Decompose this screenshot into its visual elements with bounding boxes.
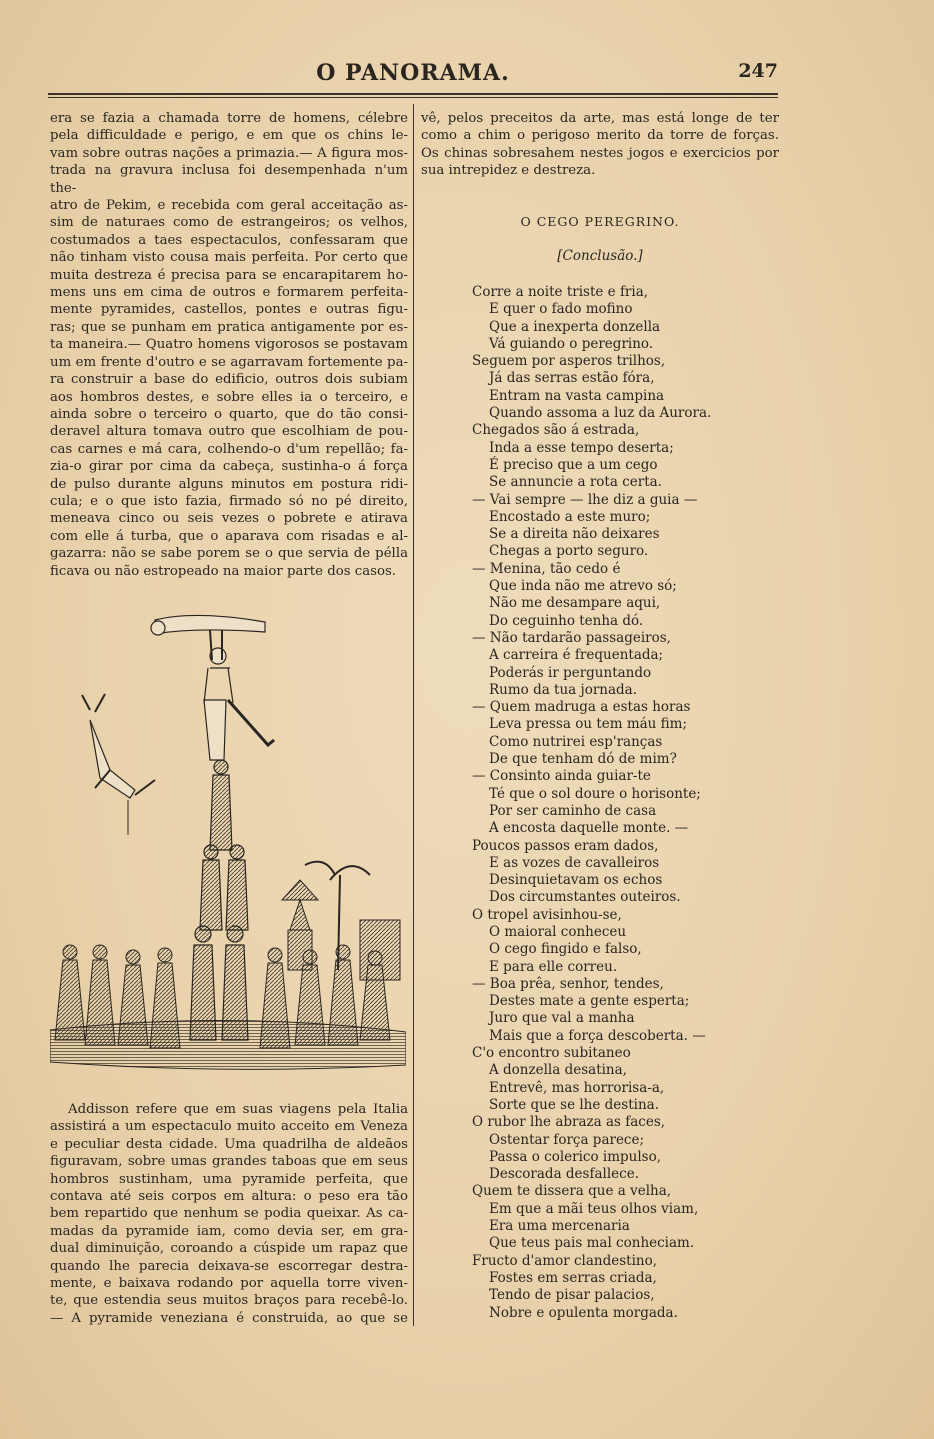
- poem-verse: De que tenham dó de mim?: [489, 751, 677, 768]
- text-line: figuravam, sobre umas grandes taboas que em seus: [50, 1154, 408, 1170]
- poem-verse: A carreira é frequentada;: [489, 647, 664, 664]
- poem-subtitle: [Conclusão.]: [557, 248, 643, 264]
- poem-verse: Vá guiando o peregrino.: [489, 335, 654, 352]
- poem-verse: A encosta daquelle monte. —: [489, 820, 689, 837]
- poem-verse: E quer o fado mofino: [489, 301, 633, 318]
- text-line: ainda sobre o terceiro o quarto, que do tão consi-: [50, 406, 408, 422]
- poem-verse: Desinquietavam os echos: [489, 872, 663, 889]
- poem-verse: Descorada desfallece.: [489, 1166, 639, 1183]
- poem-verse: Já das serras estão fóra,: [489, 370, 655, 387]
- poem-verse: Inda a esse tempo deserta;: [489, 439, 674, 456]
- poem-verse: E para elle correu.: [489, 958, 618, 975]
- text-line: deravel altura tomava outro que escolhiam de pou-: [50, 424, 408, 440]
- poem-verse: — Quem madruga a estas horas: [472, 699, 691, 716]
- poem-verse: Ostentar força parece;: [489, 1131, 645, 1148]
- text-line: com elle á turba, que o aparava com risadas e al-: [50, 528, 408, 544]
- page-number: 247: [738, 60, 778, 82]
- text-line: meneava cinco ou seis vezes o pobrete e atirava: [50, 511, 408, 527]
- text-line: contava até seis corpos em altura: o peso era tão: [50, 1189, 408, 1205]
- text-line: ficava ou não estropeado na maior parte dos casos.: [50, 563, 397, 579]
- text-line: atro de Pekim, e recebida com geral acceitação as-: [50, 198, 408, 214]
- poem-verse: Fostes em serras criada,: [489, 1269, 657, 1286]
- poem-verse: Era uma mercenaria: [489, 1218, 630, 1235]
- text-line: vam sobre outras nações a primazia.— A figura mos-: [50, 145, 408, 161]
- poem-verse: Quem te dissera que a velha,: [472, 1183, 672, 1200]
- text-line: quando lhe parecia deixava-se escorregar destra-: [50, 1258, 408, 1274]
- text-line: pela difficuldade e perigo, e em que os chins le-: [50, 128, 408, 144]
- poem-verse: Destes mate a gente esperta;: [489, 993, 690, 1010]
- poem-verse: Juro que val a manha: [489, 1010, 635, 1027]
- poem-body: [472, 284, 792, 1322]
- poem-verse: Se a direita não deixares: [489, 526, 660, 543]
- text-line: mens uns em cima de outros e formarem perfeita-: [50, 285, 408, 301]
- poem-verse: É preciso que a um cego: [489, 456, 658, 473]
- text-line: assistirá a um espectaculo muito acceito em Veneza: [50, 1119, 408, 1135]
- poem-verse: Seguem por asperos trilhos,: [472, 353, 666, 370]
- text-line: bem repartido que nenhum se podia queixar. As ca-: [50, 1206, 408, 1222]
- poem-verse: Rumo da tua jornada.: [489, 681, 638, 698]
- text-line: sim de naturaes como de estrangeiros; os velhos,: [50, 215, 408, 231]
- poem-verse: Quando assoma a luz da Aurora.: [489, 405, 712, 422]
- poem-verse: Corre a noite triste e fria,: [472, 284, 649, 300]
- poem-verse: Fructo d'amor clandestino,: [472, 1252, 658, 1269]
- poem-verse: Se annuncie a rota certa.: [489, 474, 662, 491]
- poem-verse: Do ceguinho tenha dó.: [489, 612, 644, 629]
- poem-verse: — Consinto ainda guiar-te: [472, 768, 651, 785]
- text-line: aos hombros destes, e sobre elles ia o terceiro, e: [50, 389, 408, 405]
- text-line: não tinham visto cousa mais perfeita. Por certo que: [50, 250, 408, 266]
- text-line: de pulso durante alguns minutos em postura ridi-: [50, 476, 408, 492]
- left-column-top: [50, 110, 408, 580]
- poem-verse: O rubor lhe abraza as faces,: [472, 1114, 666, 1131]
- poem-verse: Por ser caminho de casa: [489, 802, 657, 819]
- text-line: ras; que se punham em pratica antigamente por es-: [50, 319, 408, 335]
- page-header: [48, 58, 778, 88]
- text-line: — A pyramide veneziana é construida, ao que se: [50, 1310, 408, 1326]
- poem-verse: Entram na vasta campina: [489, 387, 665, 404]
- poem-verse: A donzella desatina,: [489, 1062, 627, 1079]
- text-line: gazarra: não se sabe porem se o que servia de pélla: [50, 546, 408, 562]
- text-line: madas da pyramide iam, como devia ser, em gra-: [50, 1223, 408, 1239]
- poem-verse: O maioral conheceu: [489, 923, 627, 940]
- right-column-top: [421, 110, 779, 180]
- poem-verse: C'o encontro subitaneo: [472, 1045, 631, 1062]
- text-line: Addisson refere que em suas viagens pela Italia: [68, 1102, 408, 1117]
- poem-verse: Não me desampare aqui,: [489, 595, 661, 612]
- poem-verse: O tropel avisinhou-se,: [472, 906, 622, 923]
- poem-verse: Tendo de pisar palacios,: [489, 1287, 655, 1304]
- text-line: muita destreza é precisa para se encarapitarem ho-: [50, 267, 408, 283]
- poem-verse: Como nutrirei esp'ranças: [489, 733, 663, 750]
- poem-verse: Té que o sol doure o horisonte;: [489, 785, 701, 802]
- text-line: sua intrepidez e destreza.: [421, 163, 596, 179]
- text-line: costumados a taes espectaculos, confessaram que: [50, 232, 408, 248]
- text-line: zia-o girar por cima da cabeça, sustinha-o á força: [50, 459, 408, 475]
- poem-verse: Que teus pais mal conheciam.: [489, 1235, 695, 1252]
- poem-verse: Dos circumstantes outeiros.: [489, 889, 681, 906]
- text-line: era se fazia a chamada torre de homens, célebre: [50, 111, 408, 126]
- header-rule: [48, 93, 778, 95]
- text-line: trada na gravura inclusa foi desempenhada n'um the-: [50, 163, 408, 196]
- text-line: te, que estendia seus muitos braços para recebê-lo.: [50, 1293, 408, 1309]
- text-line: Os chinas sobresahem nestes jogos e exercicios por: [421, 145, 779, 161]
- poem-verse: Passa o colerico impulso,: [489, 1148, 662, 1165]
- poem-title: O CEGO PEREGRINO.: [520, 214, 680, 229]
- poem-verse: — Menina, tão cedo é: [472, 560, 621, 577]
- poem-verse: E as vozes de cavalleiros: [489, 854, 660, 871]
- poem-verse: Poderás ir perguntando: [489, 664, 652, 681]
- poem-verse: Em que a mãi teus olhos viam,: [489, 1200, 699, 1217]
- text-line: hombros sustinham, uma pyramide perfeita, que: [50, 1171, 408, 1187]
- poem-verse: Poucos passos eram dados,: [472, 837, 659, 854]
- text-line: vê, pelos preceitos da arte, mas está longe de ter: [421, 111, 779, 126]
- left-column-bottom: [50, 1101, 408, 1327]
- poem-verse: Chegas a porto seguro.: [489, 543, 649, 560]
- poem-verse: Leva pressa ou tem máu fim;: [489, 716, 688, 733]
- text-line: cula; e o que isto fazia, firmado só no pé direito,: [50, 493, 408, 509]
- poem-verse: Chegados são á estrada,: [472, 422, 640, 439]
- text-line: ta maneira.— Quatro homens vigorosos se postavam: [50, 337, 408, 353]
- text-line: mente pyramides, castellos, pontes e outras figu-: [50, 302, 408, 318]
- text-line: um em frente d'outro e se agarravam fortemente pa-: [50, 354, 408, 370]
- text-line: mente, e baixava rodando por aquella torre viven-: [50, 1276, 408, 1292]
- engraving-human-tower: [50, 600, 406, 1070]
- poem-verse: Encostado a este muro;: [489, 508, 651, 525]
- poem-verse: — Vai sempre — lhe diz a guia —: [472, 491, 698, 508]
- text-line: como a chim o perigoso merito da torre de forças.: [421, 128, 779, 144]
- text-line: dual diminuição, coroando a cúspide um rapaz que: [50, 1241, 408, 1257]
- page-title: O PANORAMA.: [316, 60, 510, 86]
- poem-verse: Sorte que se lhe destina.: [489, 1096, 659, 1113]
- poem-verse: O cego fingido e falso,: [489, 941, 642, 958]
- poem-verse: Que inda não me atrevo só;: [489, 578, 677, 595]
- text-line: e peculiar desta cidade. Uma quadrilha de aldeãos: [50, 1136, 408, 1152]
- poem-verse: Nobre e opulenta morgada.: [489, 1304, 678, 1321]
- poem-verse: Entrevê, mas horrorisa-a,: [489, 1079, 665, 1096]
- text-line: ra construir a base do edificio, outros dois subiam: [50, 372, 408, 388]
- poem-verse: — Boa prêa, senhor, tendes,: [472, 975, 664, 992]
- poem-verse: Mais que a força descoberta. —: [489, 1027, 706, 1044]
- header-rule-thin: [48, 97, 778, 98]
- column-divider: [413, 104, 414, 1326]
- poem-verse: — Não tardarão passageiros,: [472, 629, 671, 646]
- text-line: cas carnes e má cara, colhendo-o d'um repellão; fa-: [50, 441, 408, 457]
- poem-verse: Que a inexperta donzella: [489, 318, 661, 335]
